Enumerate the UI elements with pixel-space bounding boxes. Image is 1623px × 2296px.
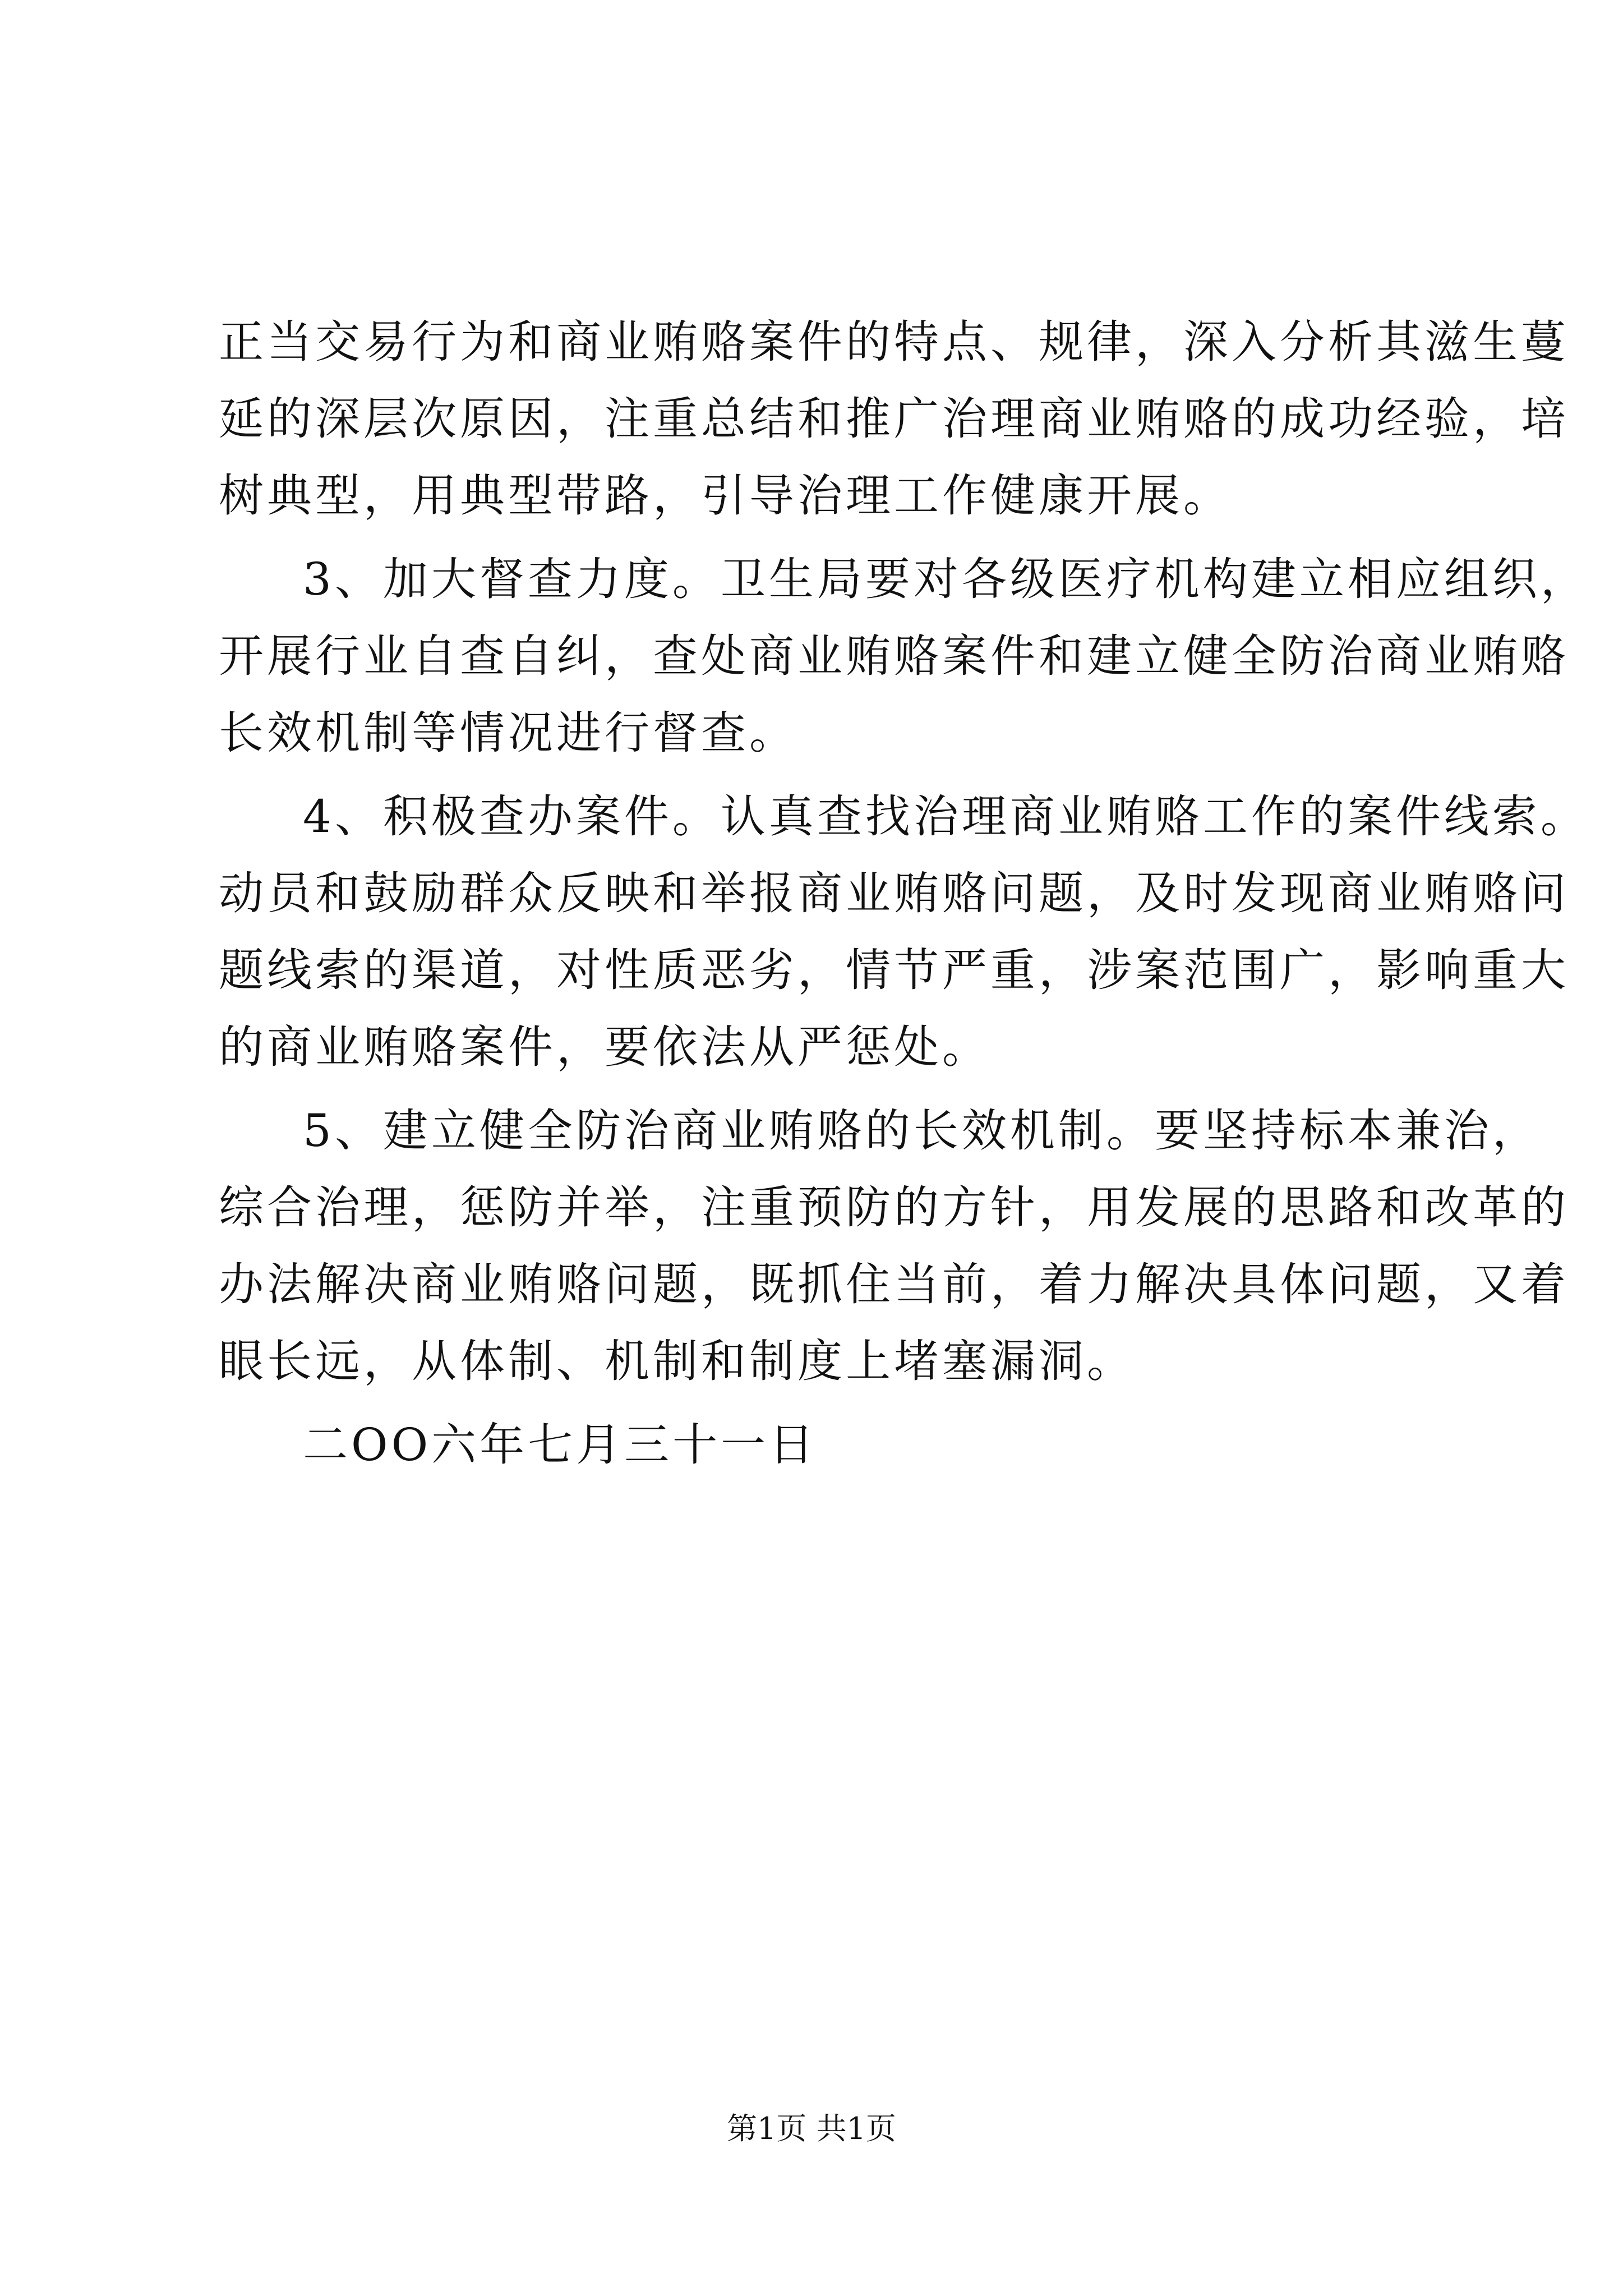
body-line: 长效机制等情况进行督查。: [219, 707, 797, 759]
page-footer: 第1页 共1页: [727, 2111, 896, 2146]
list-item-3-line: 3、加大督查力度。卫生局要对各级医疗机构建立相应组织，: [303, 553, 1589, 605]
body-line: 动员和鼓励群众反映和举报商业贿赂问题，及时发现商业贿赂问: [219, 867, 1569, 919]
body-line: 树典型，用典型带路，引导治理工作健康开展。: [219, 470, 1232, 522]
list-item-5-line: 5、建立健全防治商业贿赂的长效机制。要坚持标本兼治，: [303, 1105, 1541, 1157]
body-line: 眼长远，从体制、机制和制度上堵塞漏洞。: [219, 1335, 1135, 1387]
list-item-4-line: 4、积极查办案件。认真查找治理商业贿赂工作的案件线索。: [303, 790, 1589, 843]
body-line: 办法解决商业贿赂问题，既抓住当前，着力解决具体问题，又着: [219, 1258, 1569, 1310]
body-line: 正当交易行为和商业贿赂案件的特点、规律，深入分析其滋生蔓: [219, 316, 1569, 368]
body-line: 题线索的渠道，对性质恶劣，情节严重，涉案范围广，影响重大: [219, 944, 1569, 996]
body-line: 的商业贿赂案件，要依法从严惩处。: [219, 1021, 990, 1073]
document-date: 二OO六年七月三十一日: [303, 1419, 818, 1471]
body-line: 开展行业自查自纠，查处商业贿赂案件和建立健全防治商业贿赂: [219, 630, 1569, 682]
body-line: 延的深层次原因，注重总结和推广治理商业贿赂的成功经验，培: [219, 393, 1569, 445]
body-line: 综合治理，惩防并举，注重预防的方针，用发展的思路和改革的: [219, 1181, 1569, 1234]
